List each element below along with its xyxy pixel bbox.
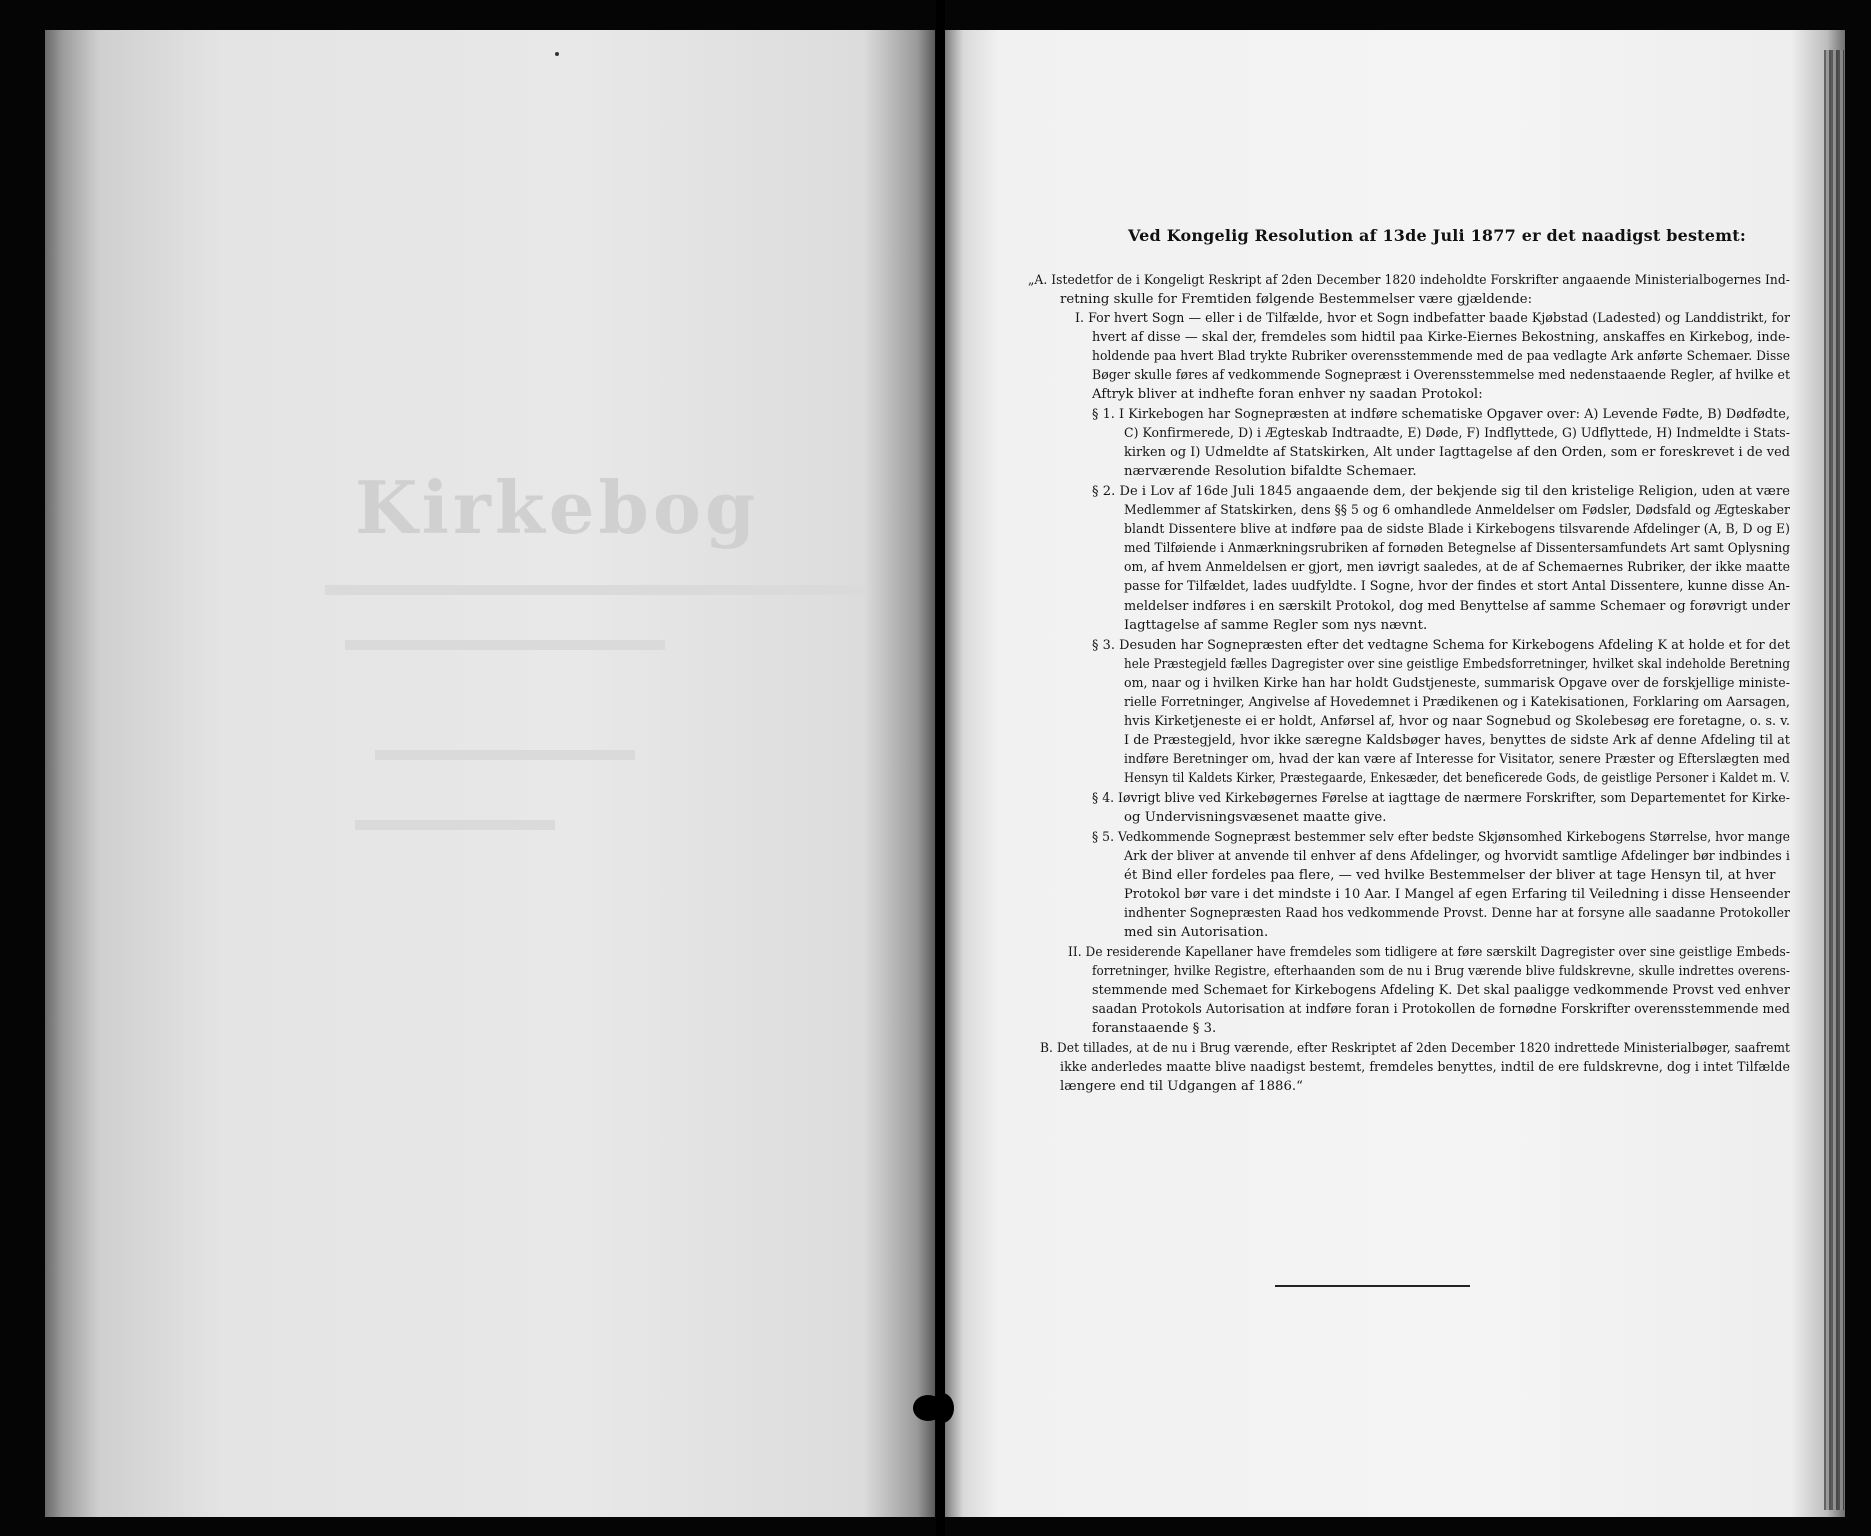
resolution-heading: Ved Kongelig Resolution af 13de Juli 1877 er det naadigst bestemt: xyxy=(1128,226,1746,245)
binding-clip xyxy=(930,1393,954,1423)
text-line: Protokol bør vare i det mindste i 10 Aar. I Mangel af egen Erfaring til Veiledning i disse Henseender xyxy=(1124,887,1790,902)
text-line: § 5. Vedkommende Sognepræst bestemmer selv efter bedste Skjønsomhed Kirkebogens Størrelse, hvor mange xyxy=(1092,830,1790,845)
text-line: retning skulle for Fremtiden følgende Bestemmelser være gjældende: xyxy=(1060,292,1533,307)
page-edge xyxy=(1824,50,1844,1510)
text-line: § 1. I Kirkebogen har Sognepræsten at indføre schematiske Opgaver over: A) Levende Fødte, B) Dødfødte, xyxy=(1092,407,1790,422)
text-line: om, naar og i hvilken Kirke han har holdt Gudstjeneste, summarisk Opgave over de forskjellige ministe- xyxy=(1124,676,1790,691)
text-line: I de Præstegjeld, hvor ikke særegne Kaldsbøger haves, benyttes de sidste Ark af denne Afdeling til at xyxy=(1124,733,1790,748)
text-line: Bøger skulle føres af vedkommende Sognepræst i Overensstemmelse med nedenstaaende Regler, af hvilke et xyxy=(1092,368,1790,383)
text-line: saadan Protokols Autorisation at indføre foran i Protokollen de fornødne Forskrifter overensstemmende med xyxy=(1092,1002,1790,1017)
text-line: ét Bind eller fordeles paa flere, — ved hvilke Bestemmelser der bliver at tage Hensyn til, at hver xyxy=(1124,868,1776,883)
bleed-through-line xyxy=(375,750,635,760)
text-line: ikke anderledes maatte blive naadigst bestemt, fremdeles benyttes, indtil de ere fuldskrevne, dog i intet Tilfælde xyxy=(1060,1060,1790,1075)
text-line: foranstaaende § 3. xyxy=(1092,1021,1217,1036)
text-line: med sin Autorisation. xyxy=(1124,925,1269,940)
text-line: hvert af disse — skal der, fremdeles som hidtil paa Kirke-Eiernes Bekostning, anskaffes en Kirkebog, inde- xyxy=(1092,330,1790,345)
text-line: blandt Dissentere blive at indføre paa de sidste Blade i Kirkebogens tilsvarende Afdelinger (A, B, D og E) xyxy=(1124,522,1790,537)
text-line: C) Konfirmerede, D) i Ægteskab Indtraadte, E) Døde, F) Indflyttede, G) Udflyttede, H) Indmeldte i Stats- xyxy=(1124,426,1790,441)
bleed-through-line xyxy=(325,585,865,595)
text-line: II. De residerende Kapellaner have fremdeles som tidligere at føre særskilt Dagregister over sine geistlige Embeds- xyxy=(1068,945,1790,960)
text-line: Medlemmer af Statskirken, dens §§ 5 og 6 omhandlede Anmeldelser om Fødsler, Dødsfald og Ægteskaber xyxy=(1124,503,1790,518)
bleed-through-title: Kirkebog xyxy=(355,465,760,550)
text-line: Ark der bliver at anvende til enhver af dens Afdelinger, og hvorvidt samtlige Afdelinger bør indbindes i xyxy=(1124,849,1790,864)
text-line: § 2. De i Lov af 16de Juli 1845 angaaende dem, der bekjende sig til den kristelige Religion, uden at være xyxy=(1092,484,1790,499)
text-line: Hensyn til Kaldets Kirker, Præstegaarde, Enkesæder, det beneficerede Gods, de geistlige Personer i Kaldet m. V. xyxy=(1124,771,1790,786)
text-line: hele Præstegjeld fælles Dagregister over sine geistlige Embedsforretninger, hvilket skal indeholde Beretning xyxy=(1124,657,1790,672)
left-page xyxy=(45,30,935,1517)
text-line: § 3. Desuden har Sognepræsten efter det vedtagne Schema for Kirkebogens Afdeling K at holde et for det xyxy=(1092,638,1790,653)
text-line: med Tilføiende i Anmærkningsrubriken af fornøden Betegnelse af Dissentersamfundets Art samt Oplysning xyxy=(1124,541,1790,556)
speck xyxy=(555,52,559,56)
closing-rule xyxy=(1275,1285,1470,1287)
book-spine xyxy=(936,0,945,1536)
text-line: rielle Forretninger, Angivelse af Hovedemnet i Prædikenen og i Katekisationen, Forklaring om Aarsagen, xyxy=(1124,695,1790,710)
text-line: „A. Istedetfor de i Kongeligt Reskript af 2den December 1820 indeholdte Forskrifter angaaende Ministerialbogernes Ind- xyxy=(1028,273,1790,288)
text-line: forretninger, hvilke Registre, efterhaanden som de nu i Brug værende blive fuldskrevne, skulle indrettes overens- xyxy=(1092,964,1790,979)
text-line: indføre Beretninger om, hvad der kan være af Interesse for Visitator, senere Præster og Efterslægten med xyxy=(1124,752,1790,767)
text-line: I. For hvert Sogn — eller i de Tilfælde, hvor et Sogn indbefatter baade Kjøbstad (Ladested) og Landdistrikt, for xyxy=(1075,311,1790,326)
text-line: Iagttagelse af samme Regler som nys nævnt. xyxy=(1124,618,1428,633)
text-line: om, af hvem Anmeldelsen er gjort, men iøvrigt saaledes, at de af Schemaernes Rubriker, der ikke maatte xyxy=(1124,560,1790,575)
text-line: stemmende med Schemaet for Kirkebogens Afdeling K. Det skal paaligge vedkommende Provst ved enhver xyxy=(1092,983,1790,998)
text-line: § 4. Iøvrigt blive ved Kirkebøgernes Førelse at iagttage de nærmere Forskrifter, som Departementet for Kirke- xyxy=(1092,791,1790,806)
text-line: holdende paa hvert Blad trykte Rubriker overensstemmende med de paa vedlagte Ark anførte Schemaer. Disse xyxy=(1092,349,1790,364)
text-line: og Undervisningsvæsenet maatte give. xyxy=(1124,810,1387,825)
text-line: passe for Tilfældet, lades uudfyldte. I Sogne, hvor der findes et stort Antal Dissentere, kunne disse An- xyxy=(1124,579,1790,594)
text-line: kirken og I) Udmeldte af Statskirken, Alt under Iagttagelse af den Orden, som er foreskrevet i de ved xyxy=(1124,445,1790,460)
text-line: meldelser indføres i en særskilt Protokol, dog med Benyttelse af samme Schemaer og forøvrigt under xyxy=(1124,599,1790,614)
text-line: nærværende Resolution bifaldte Schemaer. xyxy=(1124,464,1417,479)
bleed-through-line xyxy=(355,820,555,830)
text-line: hvis Kirketjeneste ei er holdt, Anførsel af, hvor og naar Sognebud og Skolebesøg ere foretagne, o. s. v. xyxy=(1124,714,1790,729)
bleed-through-line xyxy=(345,640,665,650)
text-line: indhenter Sognepræsten Raad hos vedkommende Provst. Denne har at forsyne alle saadanne Protokoller xyxy=(1124,906,1790,921)
text-line: længere end til Udgangen af 1886.“ xyxy=(1060,1079,1303,1094)
text-line: B. Det tillades, at de nu i Brug værende, efter Reskriptet af 2den December 1820 indrettede Ministerialbøger, saafremt xyxy=(1040,1041,1790,1056)
text-line: Aftryk bliver at indhefte foran enhver ny saadan Protokol: xyxy=(1092,387,1483,402)
